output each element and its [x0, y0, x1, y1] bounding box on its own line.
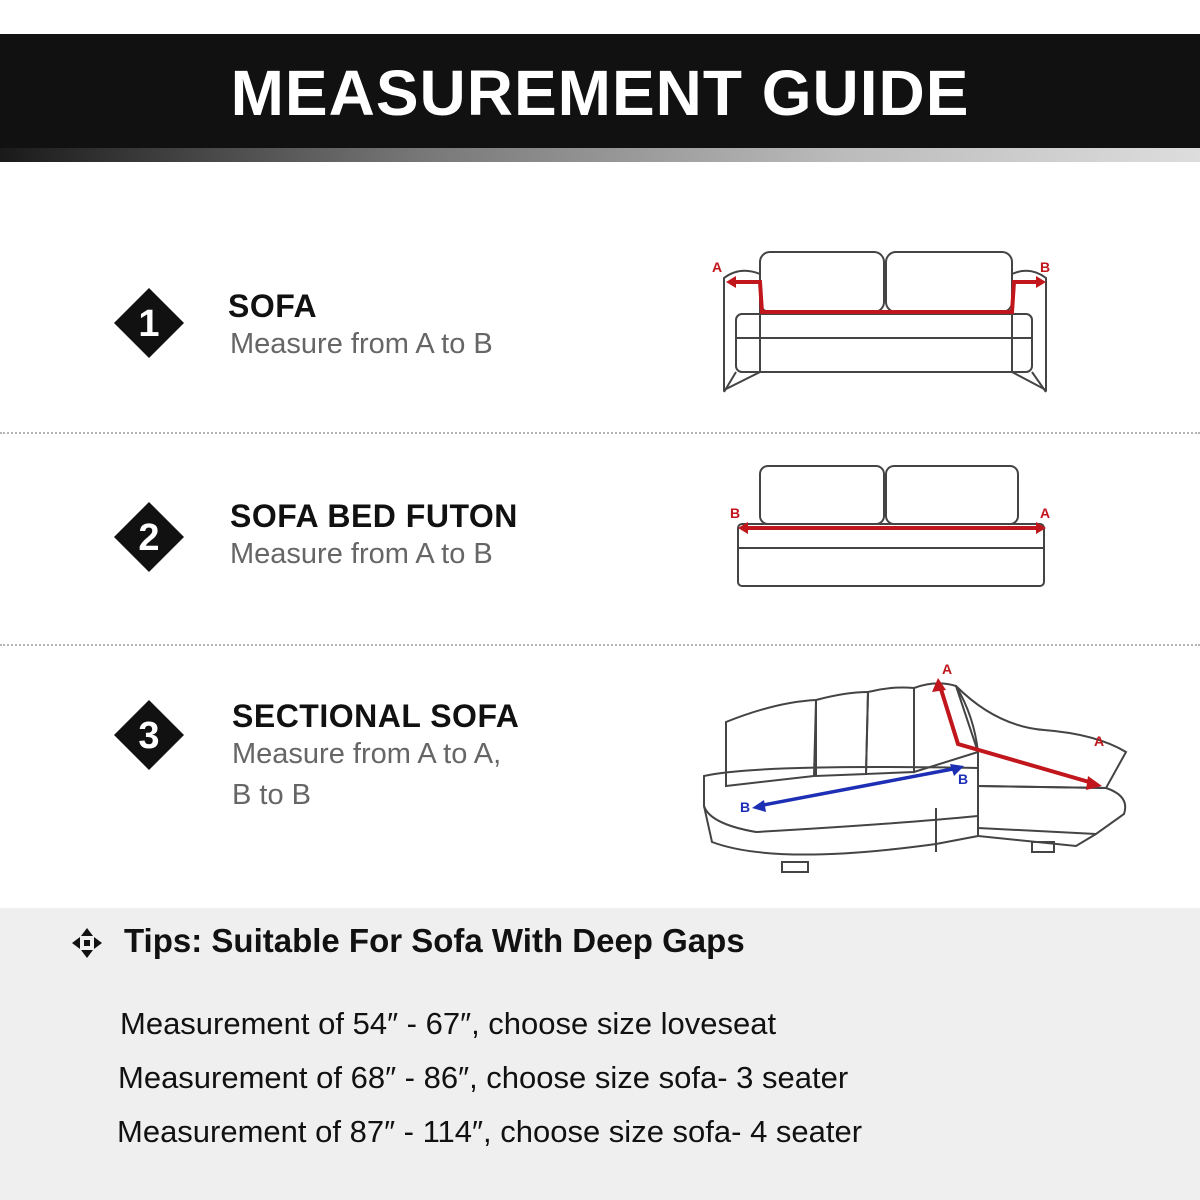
label-a: A [1094, 733, 1105, 749]
step-3-desc-line-1: Measure from A to A, [232, 738, 502, 770]
step-2-title: SOFA BED FUTON [230, 498, 518, 534]
tip-line-loveseat: Measurement of 54″ - 67″, choose size loveseat [120, 1006, 777, 1041]
header-shadow [0, 148, 1200, 162]
tips-title: Tips: Suitable For Sofa With Deep Gaps [124, 922, 745, 959]
sofa-bed-illustration [720, 456, 1070, 592]
label-b: B [740, 799, 751, 815]
step-2-badge [112, 500, 186, 574]
step-3-number: 3 [138, 715, 160, 757]
label-b: B [730, 505, 741, 521]
page-title: MEASUREMENT GUIDE [230, 57, 970, 129]
tip-line-4-seater: Measurement of 87″ - 114″, choose size sofa- 4 seater [117, 1114, 863, 1149]
label-b: B [1040, 259, 1051, 275]
label-a: A [712, 259, 723, 275]
step-3-badge [112, 698, 186, 772]
step-3-desc-line-2: B to B [232, 779, 311, 811]
tip-line-3-seater: Measurement of 68″ - 86″, choose size sofa- 3 seater [118, 1060, 849, 1095]
step-1-number: 1 [138, 303, 160, 345]
section-divider [0, 644, 1200, 646]
step-1-desc: Measure from A to B [230, 328, 493, 360]
sectional-sofa-illustration [696, 656, 1136, 882]
step-2-desc: Measure from A to B [230, 538, 493, 570]
step-3-title: SECTIONAL SOFA [232, 698, 520, 734]
four-way-arrows-icon [70, 926, 104, 960]
step-1-badge [112, 286, 186, 360]
sofa-illustration [700, 240, 1070, 410]
label-b: B [958, 771, 969, 787]
label-a: A [1040, 505, 1051, 521]
step-2-number: 2 [138, 517, 160, 559]
step-1-title: SOFA [228, 288, 318, 324]
label-a: A [942, 661, 953, 677]
header-banner [0, 34, 1200, 152]
section-divider [0, 432, 1200, 434]
